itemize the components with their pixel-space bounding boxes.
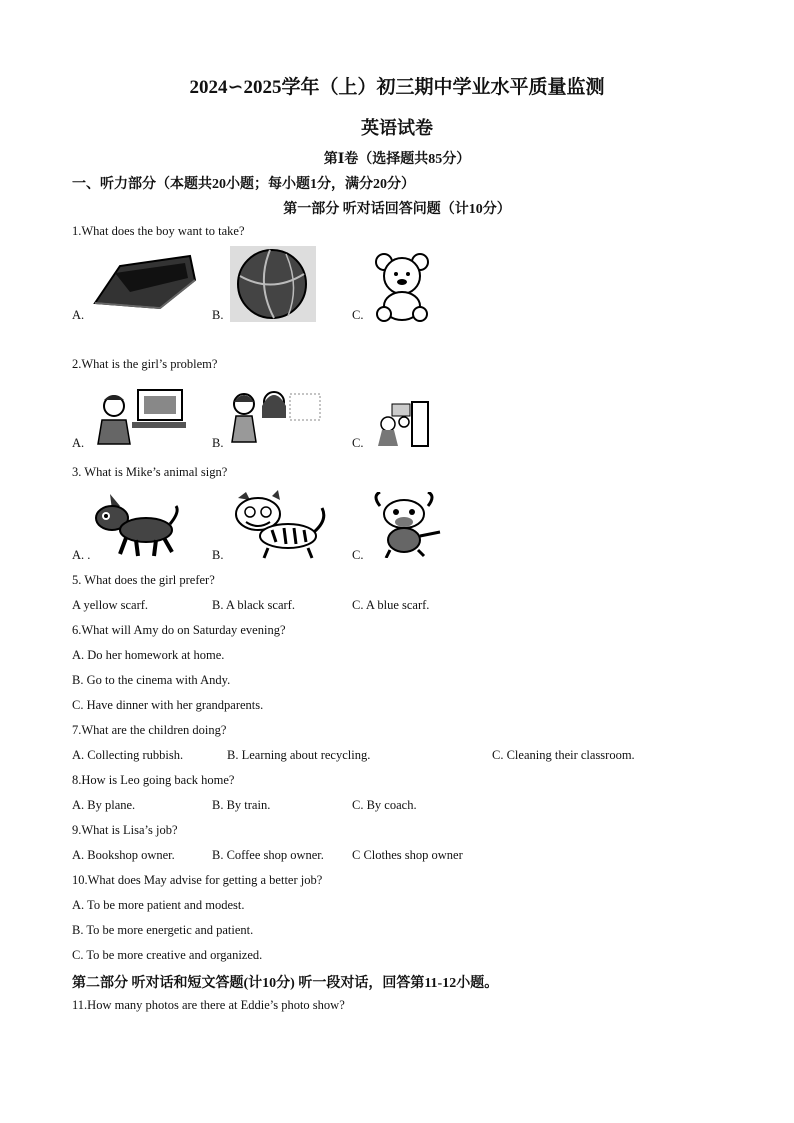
ox-picture <box>370 492 446 558</box>
q2-option-b: B. <box>212 436 224 450</box>
q3-option-b: B. <box>212 548 224 562</box>
q1-option-a: A. <box>72 308 85 322</box>
question-6: 6.What will Amy do on Saturday evening? <box>72 623 286 637</box>
question-5: 5. What does the girl prefer? <box>72 573 215 587</box>
q2-option-c: C. <box>352 436 364 450</box>
teddy-bear-picture <box>370 250 436 322</box>
q6-option-a: A. Do her homework at home. <box>72 648 225 662</box>
volume-heading: 第Ⅰ卷（选择题共85分） <box>323 152 471 167</box>
boy-at-computer-picture <box>92 384 188 448</box>
q5-option-c: C. A blue scarf. <box>352 598 430 612</box>
question-10: 10.What does May advise for getting a better job? <box>72 873 323 887</box>
part-heading: 第一部分 听对话回答问题（计10分） <box>283 202 511 217</box>
question-9: 9.What is Lisa’s job? <box>72 823 178 837</box>
question-11: 11.How many photos are there at Eddie’s photo show? <box>72 998 345 1012</box>
q6-option-c: C. Have dinner with her grandparents. <box>72 698 264 712</box>
part-2-heading: 第二部分 听对话和短文答题(计10分) 听一段对话，回答第11-12小题。 <box>72 976 499 991</box>
question-7: 7.What are the children doing? <box>72 723 227 737</box>
q3-option-c: C. <box>352 548 364 562</box>
page-subtitle: 英语试卷 <box>361 118 433 138</box>
q9-option-a: A. Bookshop owner. <box>72 848 175 862</box>
question-2: 2.What is the girl’s problem? <box>72 357 218 371</box>
q2-option-a: A. <box>72 436 85 450</box>
basketball-picture <box>230 246 316 322</box>
section-heading: 一、听力部分（本题共20小题；每小题1分，满分20分） <box>72 177 415 192</box>
q8-option-b: B. By train. <box>212 798 271 812</box>
q7-option-c: C. Cleaning their classroom. <box>492 748 635 762</box>
q1-option-b: B. <box>212 308 224 322</box>
question-1: 1.What does the boy want to take? <box>72 224 245 238</box>
q5-option-b: B. A black scarf. <box>212 598 295 612</box>
q6-option-b: B. Go to the cinema with Andy. <box>72 673 231 687</box>
q9-option-b: B. Coffee shop owner. <box>212 848 324 862</box>
page-title: 2024∽2025学年（上）初三期中学业水平质量监测 <box>189 77 605 98</box>
q9-option-c: C Clothes shop owner <box>352 848 463 862</box>
dog-picture <box>90 488 182 558</box>
boat-picture <box>90 248 200 318</box>
q7-option-a: A. Collecting rubbish. <box>72 748 184 762</box>
q3-option-a: A. . <box>72 548 91 562</box>
q1-option-c: C. <box>352 308 364 322</box>
q10-option-b: B. To be more energetic and patient. <box>72 923 254 937</box>
q10-option-a: A. To be more patient and modest. <box>72 898 245 912</box>
q8-option-c: C. By coach. <box>352 798 417 812</box>
question-3: 3. What is Mike’s animal sign? <box>72 465 228 479</box>
question-8: 8.How is Leo going back home? <box>72 773 235 787</box>
q10-option-c: C. To be more creative and organized. <box>72 948 263 962</box>
girl-at-door-picture <box>372 400 432 448</box>
tiger-picture <box>232 490 328 560</box>
q8-option-a: A. By plane. <box>72 798 136 812</box>
q7-option-b: B. Learning about recycling. <box>227 748 371 762</box>
q5-option-a: A yellow scarf. <box>72 598 149 612</box>
girl-with-tv-picture <box>230 384 324 444</box>
